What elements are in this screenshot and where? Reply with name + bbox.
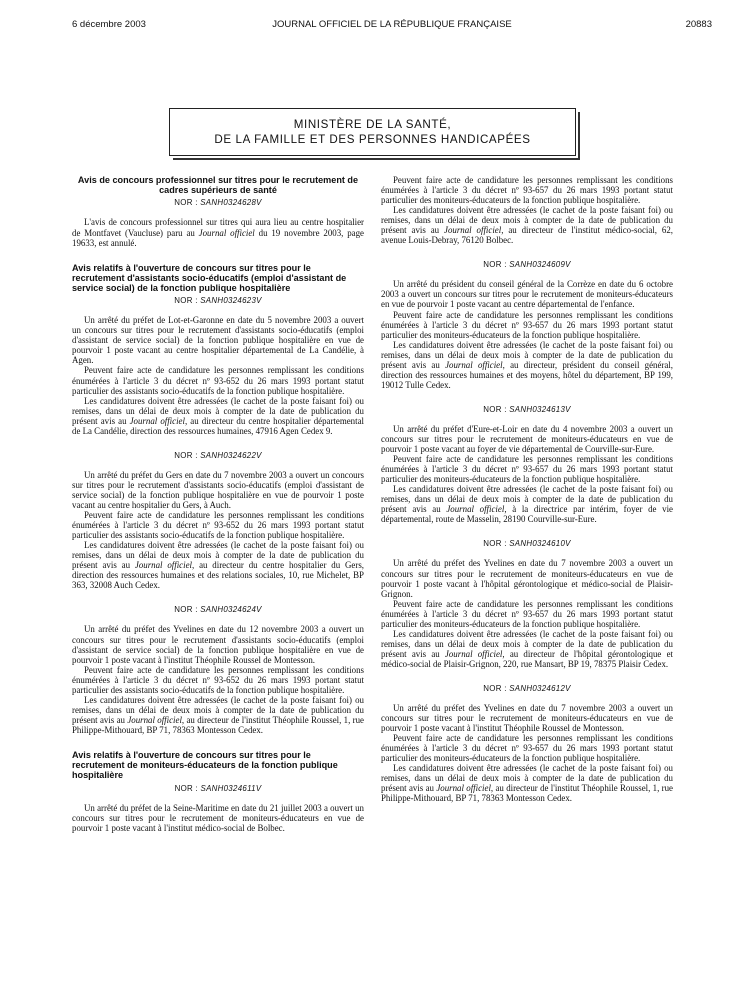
nor-reference: [381, 260, 673, 270]
notice-title: Avis relatifs à l'ouverture de concours sur titres pour le recrutement de moniteurs-éducateurs de la fonction publique hospitalière: [72, 749, 338, 781]
nor-code: SANH0324624V: [200, 605, 262, 615]
notice-paragraph: Un arrêté du préfet des Yvelines en date du 7 novembre 2003 a ouvert un concours sur titres pour le recrutement de moniteurs-éducateurs en vue de pourvoir 1 poste vacant à l'hôpital gérontologique et médico-social de Plaisir-Grignon.: [381, 558, 673, 599]
notice-title: Avis de concours professionnel sur titres pour le recrutement de cadres supérieurs de santé: [77, 175, 359, 196]
nor-prefix: NOR :: [174, 296, 198, 306]
nor-prefix: NOR :: [483, 539, 507, 549]
nor-code: SANH0324612V: [509, 683, 571, 693]
notice-paragraph: L'avis de concours professionnel sur titres qui aura lieu au centre hospitalier de Montfavet (Vaucluse) paru au Journal officiel du 19 novembre 2003, page 19633, est annulé.: [72, 217, 364, 248]
ministry-line-2: DE LA FAMILLE ET DES PERSONNES HANDICAPÉES: [214, 133, 531, 146]
nor-prefix: NOR :: [483, 260, 507, 270]
nor-reference: [72, 296, 364, 306]
notice-section: [381, 684, 673, 804]
notice-paragraph: Peuvent faire acte de candidature les personnes remplissant les conditions énumérées à l'article 3 du décret nº 93-652 du 26 mars 1993 portant statut particulier des assistants socio-éducatifs de la fonction publique hospitalière.: [72, 664, 364, 695]
header-journal-title: JOURNAL OFFICIEL DE LA RÉPUBLIQUE FRANÇAISE: [272, 19, 512, 30]
left-column: [72, 175, 364, 839]
nor-code: SANH0324628V: [200, 198, 262, 208]
notice-section: [381, 539, 673, 669]
notice-paragraph: Peuvent faire acte de candidature les personnes remplissant les conditions énumérées à l'article 3 du décret nº 93-652 du 26 mars 1993 portant statut particulier des assistants socio-éducatifs de la fonction publique hospitalière.: [72, 365, 364, 396]
notice-section: [381, 405, 673, 525]
nor-code: SANH0324611V: [200, 783, 262, 793]
notice-paragraph: Un arrêté du préfet des Yvelines en date du 7 novembre 2003 a ouvert un concours sur titres pour le recrutement de moniteurs-éducateurs en vue de pourvoir 1 poste vacant à l'institut Théophile Roussel de Montesson.: [381, 703, 673, 734]
ministry-line-1: MINISTÈRE DE LA SANTÉ,: [293, 118, 452, 131]
notice-paragraph: Un arrêté du préfet d'Eure-et-Loir en date du 4 novembre 2003 a ouvert un concours sur titres pour le recrutement de moniteurs-éducateurs en vue de pourvoir 1 poste vacant au foyer de vie départemental de Courville-sur-Eure.: [381, 423, 673, 455]
notice-paragraph: Un arrêté du président du conseil général de la Corrèze en date du 6 octobre 2003 a ouvert un concours sur titres pour le recrutement de moniteurs-éducateurs en vue de pourvoir 1 poste vacant au centre départemental de l'enfance.: [381, 279, 673, 310]
nor-reference: [72, 451, 364, 461]
notice-paragraph: Les candidatures doivent être adressées (le cachet de la poste faisant foi) ou remises, dans un délai de deux mois à compter de la date de publication du présent avis au Journal officiel, au directeur de l'hôpital gérontologique et médico-social de Plaisir-Grignon, 220, rue Mansart, BP 19, 78375 Plaisir Cedex.: [381, 628, 673, 669]
notice-section: [72, 605, 364, 735]
nor-prefix: NOR :: [174, 605, 198, 615]
notice-paragraph: Un arrêté du préfet du Gers en date du 7 novembre 2003 a ouvert un concours sur titres pour le recrutement d'assistants socio-éducatifs (emploi d'assistant de service social) de la fonction publique hospitalière en vue de pourvoir 1 poste vacant au centre hospitalier du Gers, à Auch.: [72, 469, 364, 510]
notice-title: Avis relatifs à l'ouverture de concours sur titres pour le recrutement d'assistants socio-éducatifs (emploi d'assistant de service social) de la fonction publique hospitalière: [72, 262, 347, 293]
header-page-number: 20883: [685, 19, 712, 30]
running-header: [72, 19, 712, 35]
notice-paragraph: Les candidatures doivent être adressées (le cachet de la poste faisant foi) ou remises, dans un délai de deux mois à compter de la date de publication du présent avis au Journal officiel, au directeur, président du conseil général, direction des ressources humaines et des moyens, hôtel du département, BP 199, 19012 Tulle Cedex.: [381, 339, 673, 390]
notice-section: [72, 750, 364, 833]
notice-section: [381, 175, 673, 245]
ministry-box: [169, 108, 576, 156]
notice-section: [381, 260, 673, 390]
nor-code: SANH0324609V: [509, 260, 571, 270]
notice-paragraph: Les candidatures doivent être adressées (le cachet de la poste faisant foi) ou remises, dans un délai de deux mois à compter de la date de publication du présent avis au Journal officiel, à la directrice par intérim, foyer de vie départemental, route de Masselin, 28190 Courville-sur-Eure.: [381, 484, 673, 525]
notice-paragraph: Un arrêté du préfet de Lot-et-Garonne en date du 5 novembre 2003 a ouvert un concours sur titres pour le recrutement d'assistants socio-éducatifs (emploi d'assistant de service social) de la fonction publique hospitalière en vue de pourvoir 1 poste vacant au centre hospitalier départemental de La Candélie, à Agen.: [72, 315, 364, 366]
nor-reference: [381, 405, 673, 415]
nor-reference: [72, 198, 364, 208]
nor-reference: [72, 784, 364, 794]
notice-paragraph: Peuvent faire acte de candidature les personnes remplissant les conditions énumérées à l'article 3 du décret nº 93-657 du 26 mars 1993 portant statut particulier des moniteurs-éducateurs de la fonction publique hospitalière.: [381, 598, 673, 629]
notice-paragraph: Les candidatures doivent être adressées (le cachet de la poste faisant foi) ou remises, dans un délai de deux mois à compter de la date de publication du présent avis au Journal officiel, au directeur de l'institut médico-social, 62, avenue Louis-Debray, 76120 Bolbec.: [381, 205, 673, 246]
notice-paragraph: Les candidatures doivent être adressées (le cachet de la poste faisant foi) ou remises, dans un délai de deux mois à compter de la date de publication du présent avis au Journal officiel, au directeur de l'institut Théophile Roussel, 1, rue Philippe-Mithouard, BP 71, 78363 Montesson Cedex.: [381, 763, 673, 804]
nor-reference: [381, 539, 673, 549]
notice-paragraph: Peuvent faire acte de candidature les personnes remplissant les conditions énumérées à l'article 3 du décret nº 93-657 du 26 mars 1993 portant statut particulier des moniteurs-éducateurs de la fonction publique hospitalière.: [381, 175, 673, 206]
nor-code: SANH0324610V: [509, 539, 571, 549]
notice-paragraph: Peuvent faire acte de candidature les personnes remplissant les conditions énumérées à l'article 3 du décret nº 93-652 du 26 mars 1993 portant statut particulier des assistants socio-éducatifs de la fonction publique hospitalière.: [72, 510, 364, 541]
nor-code: SANH0324622V: [200, 450, 262, 460]
notice-paragraph: Un arrêté du préfet des Yvelines en date du 12 novembre 2003 a ouvert un concours sur titres pour le recrutement d'assistants socio-éducatifs (emploi d'assistant de service social) de la fonction publique hospitalière en vue de pourvoir 1 poste vacant à l'institut Théophile Roussel de Montesson.: [72, 624, 364, 665]
nor-reference: [381, 684, 673, 694]
nor-prefix: NOR :: [483, 404, 507, 414]
nor-code: SANH0324613V: [509, 404, 571, 414]
nor-prefix: NOR :: [174, 450, 198, 460]
notice-paragraph: Les candidatures doivent être adressées (le cachet de la poste faisant foi) ou remises, dans un délai de deux mois à compter de la date de publication du présent avis au Journal officiel, au directeur du centre hospitalier du Gers, direction des ressources humaines et des relations sociales, 10, rue Michelet, BP 363, 32008 Auch Cedex.: [72, 540, 364, 591]
nor-prefix: NOR :: [174, 783, 198, 793]
notice-paragraph: Les candidatures doivent être adressées (le cachet de la poste faisant foi) ou remises, dans un délai de deux mois à compter de la date de publication du présent avis au Journal officiel, au directeur du centre hospitalier départemental de La Candélie, direction des ressources humaines, 47916 Agen Cedex 9.: [72, 395, 364, 436]
nor-code: SANH0324623V: [200, 296, 262, 306]
notice-paragraph: Peuvent faire acte de candidature les personnes remplissant les conditions énumérées à l'article 3 du décret nº 93-657 du 26 mars 1993 portant statut particulier des moniteurs-éducateurs de la fonction publique hospitalière.: [381, 733, 673, 764]
notice-paragraph: Peuvent faire acte de candidature les personnes remplissant les conditions énumérées à l'article 3 du décret nº 93-657 du 26 mars 1993 portant statut particulier des moniteurs-éducateurs de la fonction publique hospitalière.: [381, 309, 673, 340]
notice-paragraph: Peuvent faire acte de candidature les personnes remplissant les conditions énumérées à l'article 3 du décret nº 93-657 du 26 mars 1993 portant statut particulier des moniteurs-éducateurs de la fonction publique hospitalière.: [381, 454, 673, 485]
notice-section: [72, 175, 364, 248]
notice-section: [72, 451, 364, 591]
nor-prefix: NOR :: [483, 683, 507, 693]
nor-reference: [72, 605, 364, 615]
notice-paragraph: Un arrêté du préfet de la Seine-Maritime en date du 21 juillet 2003 a ouvert un concours sur titres pour le recrutement de moniteurs-éducateurs en vue de pourvoir 1 poste vacant à l'institut médico-social de Bolbec.: [72, 802, 364, 833]
header-date: 6 décembre 2003: [72, 19, 146, 30]
notice-paragraph: Les candidatures doivent être adressées (le cachet de la poste faisant foi) ou remises, dans un délai de deux mois à compter de la date de publication du présent avis au Journal officiel, au directeur de l'institut Théophile Roussel, 1, rue Philippe-Mithouard, BP 71, 78363 Montesson Cedex.: [72, 694, 364, 735]
nor-prefix: NOR :: [174, 198, 198, 208]
right-column: [381, 175, 673, 809]
notice-section: [72, 263, 364, 436]
